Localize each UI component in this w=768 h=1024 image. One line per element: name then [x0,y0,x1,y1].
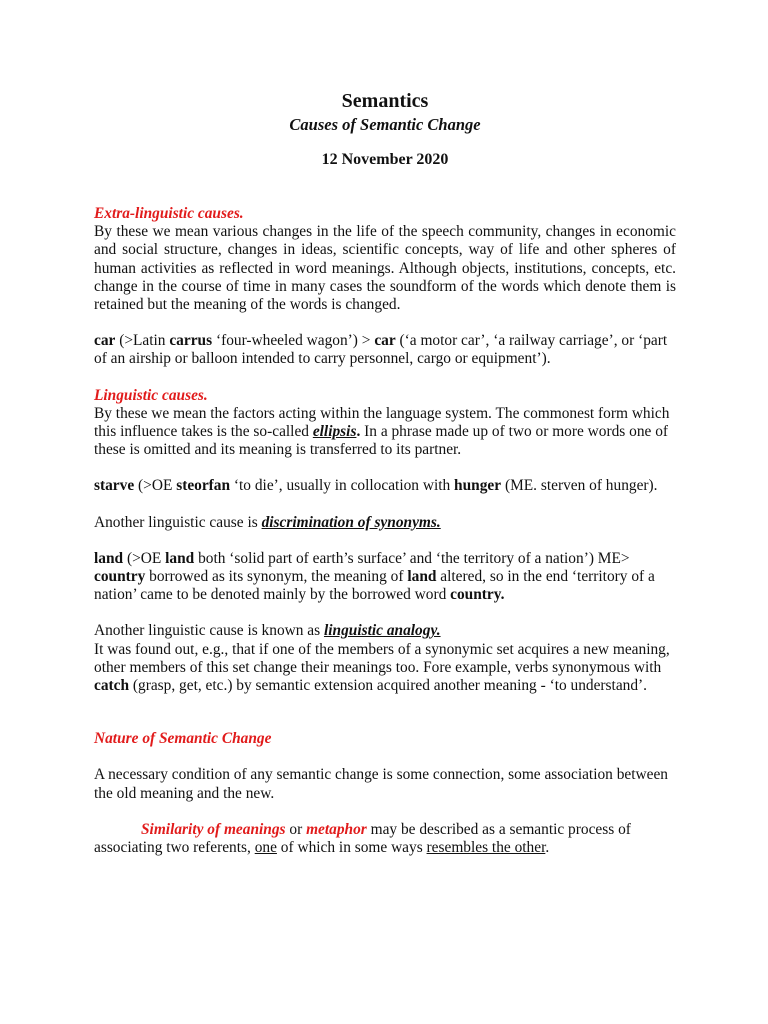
word-hunger: hunger [454,477,502,495]
underlined-resembles: resembles the other [426,839,546,857]
page-title: Semantics [341,90,429,112]
analogy-body: It was found out, e.g., that if one of the members of a synonymic set acquires a new meaning, other members of this set change their meanings too. Fore example, verbs synonymous with catch (grasp, get, etc.) by semantic extension acquired another meaning - ‘to understand’. [94,640,670,695]
document-content [94,90,676,857]
analogy-line: Another linguistic cause is known as linguistic analogy. [94,622,441,640]
similarity-paragraph: Similarity of meanings or metaphor may be described as a semantic process of associating two referents, one of which in some ways resembles the other. [94,820,631,857]
page-subtitle: Causes of Semantic Change [289,115,481,134]
word-starve: starve [94,477,135,495]
term-ellipsis: ellipsis [312,423,357,441]
car-example: car (>Latin carrus ‘four-wheeled wagon’) > car (‘a motor car’, ‘a railway carriage’, or ‘part of an airship or balloon intended to carry personnel, cargo or equipment’). [94,332,668,368]
document-date: 12 November 2020 [321,151,449,168]
word-land-altered: land [407,568,437,586]
extra-linguistic-heading: Extra-linguistic causes. [94,205,244,222]
linguistic-body: By these we mean the factors acting within the language system. The commonest form which this influence takes is the so-called ellipsis. In a phrase made up of two or more words one of these is omitted and its meaning is transferred to its partner. [94,404,670,459]
underlined-one: one [254,839,277,857]
word-country-borrowed: country. [450,586,505,604]
synonyms-line: Another linguistic cause is discrimination of synonyms. [94,513,441,531]
extra-linguistic-body: By these we mean various changes in the life of the speech community, changes in economic and social structure, changes in ideas, scientific concepts, way of life and other spheres of human activities as reflected in word meanings. Although objects, institutions, concepts, etc. change in the course of time in many cases the soundform of the words which denote them is retained but the meaning of the words is changed. [94,223,676,314]
word-car: car [94,332,116,350]
word-land: land [94,549,124,567]
word-catch: catch [94,677,130,695]
land-example: land (>OE land both ‘solid part of earth’s surface’ and ‘the territory of a nation’) ME> country borrowed as its synonym, the meaning of land altered, so in the end ‘territory of a nation’ came to be denoted mainly by the borrowed word country. [94,549,655,604]
word-land-oe: land [165,549,195,567]
term-linguistic-analogy: linguistic analogy. [323,622,441,640]
word-steorfan: steorfan [176,477,231,495]
word-car-modern: car [374,332,396,350]
nature-heading: Nature of Semantic Change [94,730,272,748]
nature-body: A necessary condition of any semantic change is some connection, some association between the old meaning and the new. [94,766,668,802]
word-country: country [94,568,146,586]
word-carrus: carrus [169,332,213,350]
linguistic-heading: Linguistic causes. [94,386,208,404]
term-metaphor: metaphor [306,820,367,838]
term-discrimination-of-synonyms: discrimination of synonyms. [261,513,441,531]
starve-example: starve (>OE steorfan ‘to die’, usually in collocation with hunger (ME. sterven of hunger). [94,477,658,495]
term-similarity-of-meanings: Similarity of meanings [141,820,286,838]
